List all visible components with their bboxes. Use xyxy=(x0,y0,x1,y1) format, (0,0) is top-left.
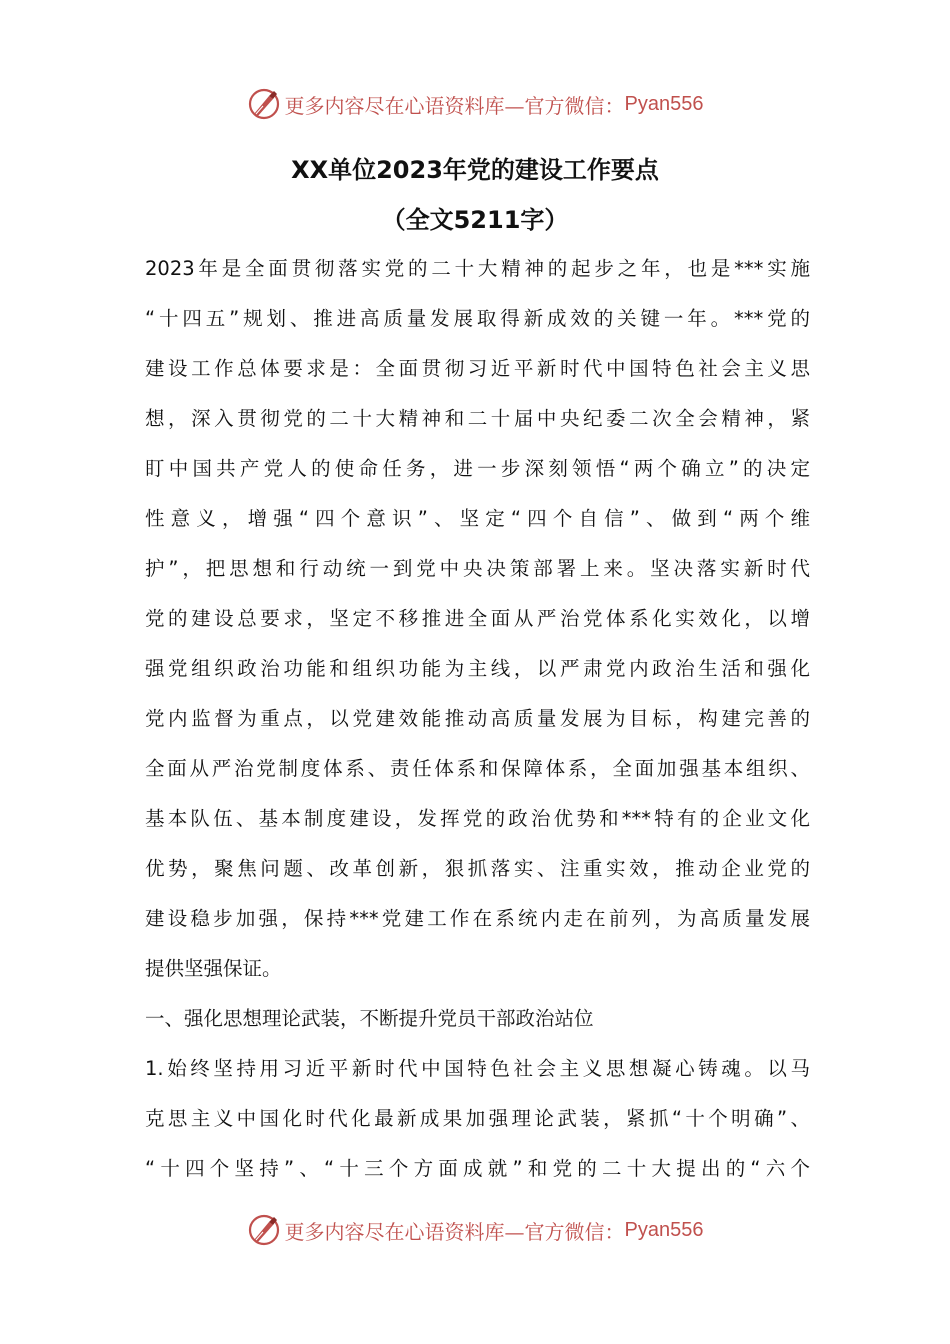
text-line: 党的建设总要求，坚定不移推进全面从严治党体系化实效化，以增 xyxy=(145,607,810,630)
text-line: 优势，聚焦问题、改革创新，狠抓落实、注重实效，推动企业党的 xyxy=(145,857,810,880)
footer-banner xyxy=(0,1210,950,1250)
banner-wechat-id: Pyan556 xyxy=(624,1218,704,1241)
text-line: 建设稳步加强，保持***党建工作在系统内走在前列，为高质量发展 xyxy=(145,907,810,930)
text-line: 强党组织政治功能和组织功能为主线，以严肃党内政治生活和强化 xyxy=(145,657,810,680)
text-line: 想，深入贯彻党的二十大精神和二十届中央纪委二次全会精神，紧 xyxy=(145,407,810,430)
section-heading: 一、强化思想理论武装，不断提升党员干部政治站位 xyxy=(145,1007,594,1030)
banner-wechat-id: Pyan556 xyxy=(624,92,704,115)
text-line: 基本队伍、基本制度建设，发挥党的政治优势和***特有的企业文化 xyxy=(145,807,810,830)
text-line: 护”，把思想和行动统一到党中央决策部署上来。坚决落实新时代 xyxy=(145,557,810,580)
text-line: 性意义，增强“四个意识”、坚定“四个自信”、做到“两个维 xyxy=(145,507,810,530)
banner-text: 更多内容尽在心语资料库—官方微信： xyxy=(284,93,625,118)
document-body xyxy=(145,244,810,1194)
text-line: 盯中国共产党人的使命任务，进一步深刻领悟“两个确立”的决定 xyxy=(145,457,810,480)
fountain-pen-circle-icon xyxy=(247,87,281,121)
text-line: “十四个坚持”、“十三个方面成就”和党的二十大提出的“六个 xyxy=(145,1157,810,1180)
text-line: 党内监督为重点，以党建效能推动高质量发展为目标，构建完善的 xyxy=(145,707,810,730)
document-subtitle: （全文5211字） xyxy=(381,206,569,234)
text-line: 建设工作总体要求是：全面贯彻习近平新时代中国特色社会主义思 xyxy=(145,357,810,380)
text-line: 全面从严治党制度体系、责任体系和保障体系，全面加强基本组织、 xyxy=(145,757,810,780)
fountain-pen-circle-icon xyxy=(247,1213,281,1247)
text-line: 克思主义中国化时代化最新成果加强理论武装，紧抓“十个明确”、 xyxy=(145,1107,810,1130)
document-title: XX单位2023年党的建设工作要点 xyxy=(291,156,659,184)
text-line: 1.始终坚持用习近平新时代中国特色社会主义思想凝心铸魂。以马 xyxy=(145,1057,810,1080)
banner-text: 更多内容尽在心语资料库—官方微信： xyxy=(284,1219,625,1244)
text-line: 提供坚强保证。 xyxy=(145,957,282,980)
header-banner xyxy=(0,84,950,124)
text-line: 2023年是全面贯彻落实党的二十大精神的起步之年，也是***实施 xyxy=(145,257,810,280)
text-line: “十四五”规划、推进高质量发展取得新成效的关键一年。***党的 xyxy=(145,307,810,330)
